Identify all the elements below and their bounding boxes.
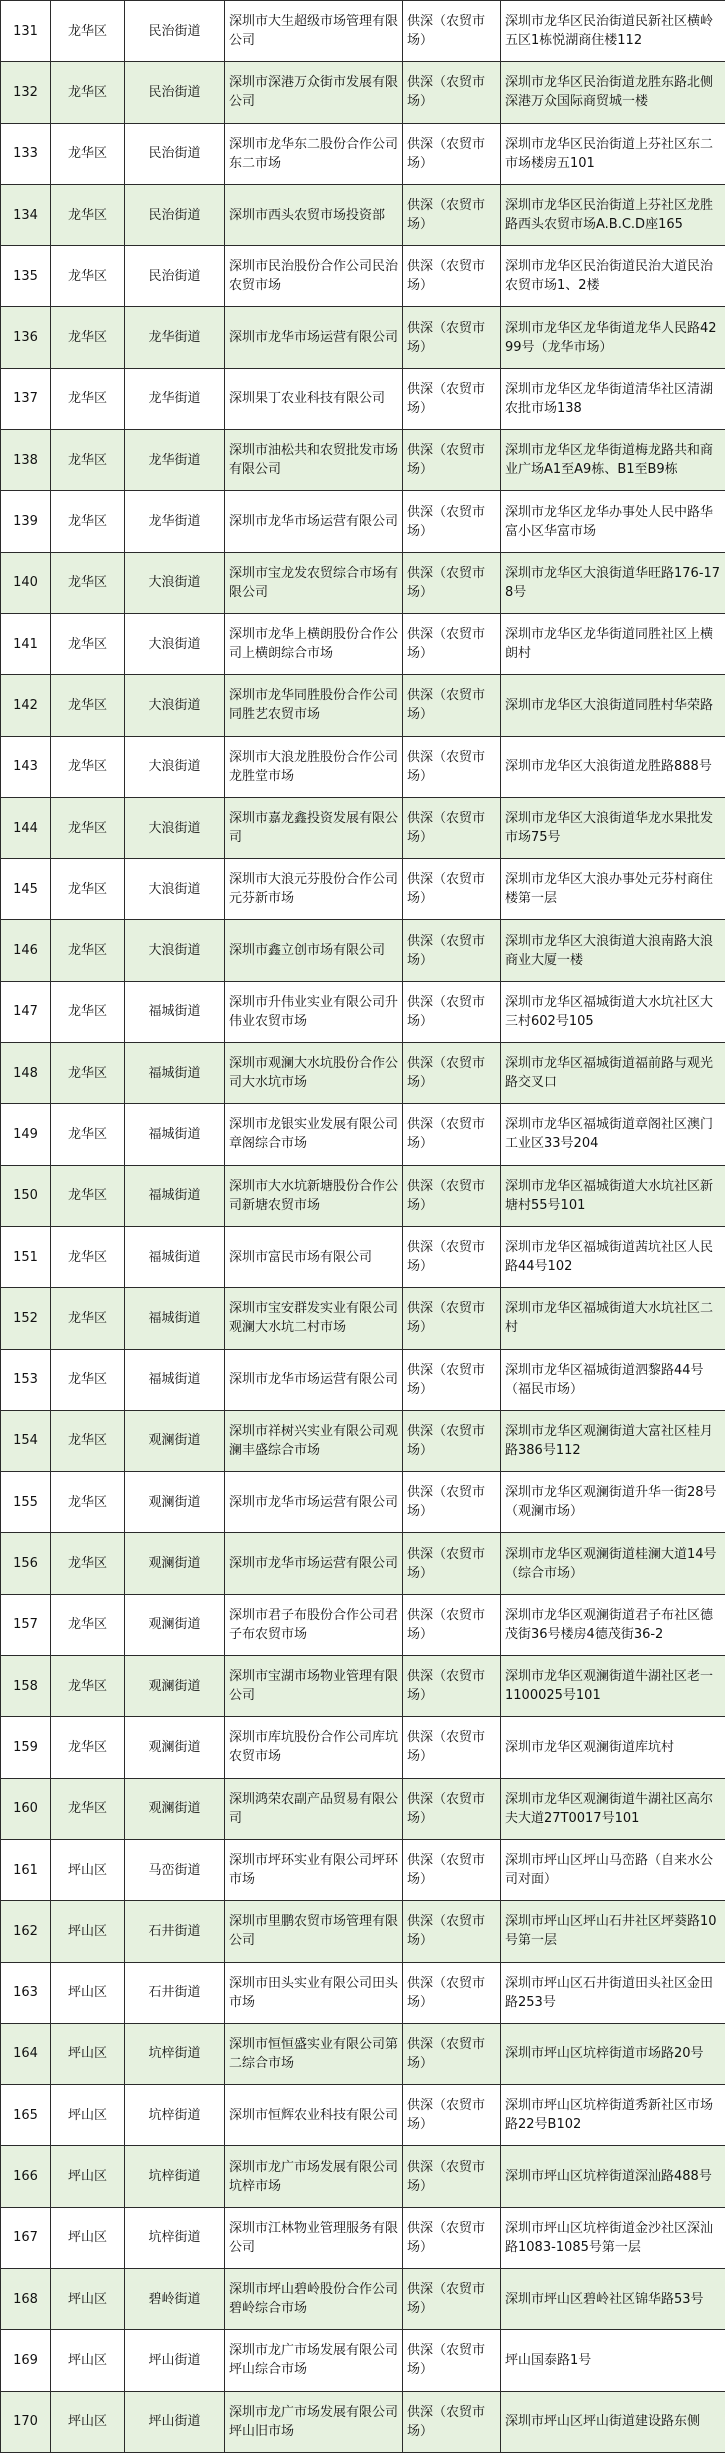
district-cell: 坪山区 — [51, 2023, 125, 2084]
supply-type-cell: 供深（农贸市场） — [403, 736, 501, 797]
street-cell: 民治街道 — [125, 184, 225, 245]
table-row — [1, 1533, 725, 1594]
table-row — [1, 2268, 725, 2329]
district-cell: 龙华区 — [51, 430, 125, 491]
address-cell: 深圳市龙华区龙华街道龙华人民路4299号（龙华市场） — [501, 307, 725, 368]
row-number: 131 — [1, 1, 51, 62]
street-cell: 观澜街道 — [125, 1533, 225, 1594]
table-row — [1, 1472, 725, 1533]
company-cell: 深圳市鑫立创市场有限公司 — [225, 920, 403, 981]
company-cell: 深圳市深港万众街市发展有限公司 — [225, 62, 403, 123]
company-cell: 深圳市田头实业有限公司田头市场 — [225, 1962, 403, 2023]
district-cell: 龙华区 — [51, 675, 125, 736]
table-row — [1, 491, 725, 552]
address-cell: 深圳市龙华区观澜街道库坑村 — [501, 1717, 725, 1778]
supply-type-cell: 供深（农贸市场） — [403, 920, 501, 981]
row-number: 151 — [1, 1226, 51, 1287]
district-cell: 龙华区 — [51, 736, 125, 797]
street-cell: 龙华街道 — [125, 368, 225, 429]
row-number: 134 — [1, 184, 51, 245]
district-cell: 坪山区 — [51, 2268, 125, 2329]
table-body — [1, 1, 725, 2453]
supply-type-cell: 供深（农贸市场） — [403, 2146, 501, 2207]
street-cell: 观澜街道 — [125, 1717, 225, 1778]
row-number: 140 — [1, 552, 51, 613]
street-cell: 福城街道 — [125, 981, 225, 1042]
company-cell: 深圳市龙广市场发展有限公司坑梓市场 — [225, 2146, 403, 2207]
address-cell: 深圳市龙华区龙华街道同胜社区上横朗村 — [501, 613, 725, 674]
street-cell: 观澜街道 — [125, 1656, 225, 1717]
address-cell: 深圳市龙华区大浪街道华旺路176-178号 — [501, 552, 725, 613]
company-cell: 深圳市龙广市场发展有限公司坪山综合市场 — [225, 2330, 403, 2391]
street-cell: 坑梓街道 — [125, 2146, 225, 2207]
address-cell: 深圳市龙华区福城街道福前路与观光路交叉口 — [501, 1043, 725, 1104]
supply-type-cell: 供深（农贸市场） — [403, 1962, 501, 2023]
table-row — [1, 736, 725, 797]
row-number: 147 — [1, 981, 51, 1042]
supply-type-cell: 供深（农贸市场） — [403, 1533, 501, 1594]
company-cell: 深圳市龙银实业发展有限公司章阁综合市场 — [225, 1104, 403, 1165]
table-row — [1, 2207, 725, 2268]
supply-type-cell: 供深（农贸市场） — [403, 2391, 501, 2452]
street-cell: 福城街道 — [125, 1043, 225, 1104]
company-cell: 深圳市坪山碧岭股份合作公司碧岭综合市场 — [225, 2268, 403, 2329]
supply-type-cell: 供深（农贸市场） — [403, 307, 501, 368]
supply-type-cell: 供深（农贸市场） — [403, 491, 501, 552]
row-number: 138 — [1, 430, 51, 491]
district-cell: 龙华区 — [51, 1043, 125, 1104]
supply-type-cell: 供深（农贸市场） — [403, 2268, 501, 2329]
company-cell: 深圳市君子布股份合作公司君子布农贸市场 — [225, 1594, 403, 1655]
street-cell: 民治街道 — [125, 246, 225, 307]
district-cell: 坪山区 — [51, 2085, 125, 2146]
district-cell: 龙华区 — [51, 1410, 125, 1471]
supply-type-cell: 供深（农贸市场） — [403, 1226, 501, 1287]
street-cell: 坑梓街道 — [125, 2085, 225, 2146]
supply-type-cell: 供深（农贸市场） — [403, 1104, 501, 1165]
supply-type-cell: 供深（农贸市场） — [403, 2330, 501, 2391]
table-row — [1, 1901, 725, 1962]
row-number: 168 — [1, 2268, 51, 2329]
address-cell: 深圳市龙华区大浪街道同胜村华荣路 — [501, 675, 725, 736]
company-cell: 深圳市龙华市场运营有限公司 — [225, 307, 403, 368]
table-row — [1, 552, 725, 613]
address-cell: 深圳市龙华区龙华街道清华社区清湖农批市场138 — [501, 368, 725, 429]
street-cell: 龙华街道 — [125, 491, 225, 552]
street-cell: 民治街道 — [125, 62, 225, 123]
row-number: 141 — [1, 613, 51, 674]
street-cell: 观澜街道 — [125, 1594, 225, 1655]
district-cell: 龙华区 — [51, 859, 125, 920]
district-cell: 坪山区 — [51, 1839, 125, 1900]
company-cell: 深圳市观澜大水坑股份合作公司大水坑市场 — [225, 1043, 403, 1104]
supply-type-cell: 供深（农贸市场） — [403, 1165, 501, 1226]
table-row — [1, 1104, 725, 1165]
address-cell: 深圳市龙华区观澜街道桂澜大道14号（综合市场） — [501, 1533, 725, 1594]
company-cell: 深圳市龙华市场运营有限公司 — [225, 1472, 403, 1533]
street-cell: 坑梓街道 — [125, 2023, 225, 2084]
supply-type-cell: 供深（农贸市场） — [403, 613, 501, 674]
street-cell: 观澜街道 — [125, 1472, 225, 1533]
row-number: 162 — [1, 1901, 51, 1962]
company-cell: 深圳市富民市场有限公司 — [225, 1226, 403, 1287]
supply-type-cell: 供深（农贸市场） — [403, 981, 501, 1042]
table-row — [1, 1043, 725, 1104]
company-cell: 深圳市龙华同胜股份合作公司同胜艺农贸市场 — [225, 675, 403, 736]
supply-type-cell: 供深（农贸市场） — [403, 2023, 501, 2084]
company-cell: 深圳市大浪龙胜股份合作公司龙胜堂市场 — [225, 736, 403, 797]
district-cell: 龙华区 — [51, 1656, 125, 1717]
row-number: 133 — [1, 123, 51, 184]
address-cell: 深圳市坪山区坑梓街道深汕路488号 — [501, 2146, 725, 2207]
street-cell: 坪山街道 — [125, 2330, 225, 2391]
row-number: 170 — [1, 2391, 51, 2452]
company-cell: 深圳市江林物业管理服务有限公司 — [225, 2207, 403, 2268]
company-cell: 深圳果丁农业科技有限公司 — [225, 368, 403, 429]
company-cell: 深圳市宝龙发农贸综合市场有限公司 — [225, 552, 403, 613]
address-cell: 深圳市坪山区坑梓街道金沙社区深汕路1083-1085号第一层 — [501, 2207, 725, 2268]
row-number: 149 — [1, 1104, 51, 1165]
table-row — [1, 1962, 725, 2023]
table-row — [1, 1717, 725, 1778]
company-cell: 深圳市民治股份合作公司民治农贸市场 — [225, 246, 403, 307]
district-cell: 龙华区 — [51, 1717, 125, 1778]
street-cell: 福城街道 — [125, 1165, 225, 1226]
address-cell: 深圳市坪山区坪山马峦路（自来水公司对面） — [501, 1839, 725, 1900]
district-cell: 坪山区 — [51, 2207, 125, 2268]
table-row — [1, 2023, 725, 2084]
row-number: 146 — [1, 920, 51, 981]
company-cell: 深圳市龙华东二股份合作公司东二市场 — [225, 123, 403, 184]
table-row — [1, 920, 725, 981]
address-cell: 深圳市龙华区民治街道民治大道民治农贸市场1、2楼 — [501, 246, 725, 307]
address-cell: 深圳市龙华区民治街道上芬社区龙胜路西头农贸市场A.B.C.D座165 — [501, 184, 725, 245]
supply-type-cell: 供深（农贸市场） — [403, 368, 501, 429]
table-row — [1, 1594, 725, 1655]
row-number: 157 — [1, 1594, 51, 1655]
street-cell: 观澜街道 — [125, 1778, 225, 1839]
row-number: 169 — [1, 2330, 51, 2391]
district-cell: 坪山区 — [51, 2391, 125, 2452]
supply-type-cell: 供深（农贸市场） — [403, 1901, 501, 1962]
district-cell: 坪山区 — [51, 2330, 125, 2391]
address-cell: 坪山国泰路1号 — [501, 2330, 725, 2391]
table-row — [1, 2085, 725, 2146]
row-number: 139 — [1, 491, 51, 552]
street-cell: 大浪街道 — [125, 859, 225, 920]
district-cell: 坪山区 — [51, 1962, 125, 2023]
street-cell: 福城街道 — [125, 1104, 225, 1165]
address-cell: 深圳市龙华区福城街道泗黎路44号（福民市场） — [501, 1349, 725, 1410]
address-cell: 深圳市龙华区观澜街道升华一街28号（观澜市场） — [501, 1472, 725, 1533]
company-cell: 深圳市坪环实业有限公司坪环市场 — [225, 1839, 403, 1900]
address-cell: 深圳市龙华区民治街道上芬社区东二市场楼房五101 — [501, 123, 725, 184]
street-cell: 大浪街道 — [125, 736, 225, 797]
address-cell: 深圳市龙华区观澜街道君子布社区德茂街36号楼房4德茂街36-2 — [501, 1594, 725, 1655]
supply-type-cell: 供深（农贸市场） — [403, 184, 501, 245]
table-row — [1, 62, 725, 123]
row-number: 132 — [1, 62, 51, 123]
address-cell: 深圳市龙华区龙华街道梅龙路共和商业广场A1至A9栋、B1至B9栋 — [501, 430, 725, 491]
company-cell: 深圳鸿荣农副产品贸易有限公司 — [225, 1778, 403, 1839]
supply-type-cell: 供深（农贸市场） — [403, 1472, 501, 1533]
table-row — [1, 123, 725, 184]
district-cell: 龙华区 — [51, 184, 125, 245]
supply-type-cell: 供深（农贸市场） — [403, 1, 501, 62]
address-cell: 深圳市坪山区碧岭社区锦华路53号 — [501, 2268, 725, 2329]
row-number: 143 — [1, 736, 51, 797]
row-number: 152 — [1, 1288, 51, 1349]
company-cell: 深圳市祥树兴实业有限公司观澜丰盛综合市场 — [225, 1410, 403, 1471]
row-number: 154 — [1, 1410, 51, 1471]
supply-type-cell: 供深（农贸市场） — [403, 675, 501, 736]
row-number: 161 — [1, 1839, 51, 1900]
address-cell: 深圳市龙华区观澜街道大富社区桂月路386号112 — [501, 1410, 725, 1471]
supply-type-cell: 供深（农贸市场） — [403, 1410, 501, 1471]
district-cell: 坪山区 — [51, 1901, 125, 1962]
district-cell: 龙华区 — [51, 491, 125, 552]
street-cell: 大浪街道 — [125, 675, 225, 736]
district-cell: 龙华区 — [51, 797, 125, 858]
district-cell: 龙华区 — [51, 920, 125, 981]
district-cell: 龙华区 — [51, 246, 125, 307]
address-cell: 深圳市龙华区观澜街道牛湖社区老一1100025号101 — [501, 1656, 725, 1717]
company-cell: 深圳市宝安群发实业有限公司观澜大水坑二村市场 — [225, 1288, 403, 1349]
street-cell: 民治街道 — [125, 1, 225, 62]
row-number: 164 — [1, 2023, 51, 2084]
district-cell: 龙华区 — [51, 123, 125, 184]
street-cell: 观澜街道 — [125, 1410, 225, 1471]
table-row — [1, 1226, 725, 1287]
address-cell: 深圳市龙华区大浪办事处元芬村商住楼第一层 — [501, 859, 725, 920]
row-number: 137 — [1, 368, 51, 429]
row-number: 150 — [1, 1165, 51, 1226]
address-cell: 深圳市龙华区福城街道章阁社区澳门工业区33号204 — [501, 1104, 725, 1165]
table-row — [1, 2391, 725, 2452]
supply-type-cell: 供深（农贸市场） — [403, 246, 501, 307]
district-cell: 龙华区 — [51, 613, 125, 674]
company-cell: 深圳市宝湖市场物业管理有限公司 — [225, 1656, 403, 1717]
supply-type-cell: 供深（农贸市场） — [403, 1778, 501, 1839]
street-cell: 大浪街道 — [125, 552, 225, 613]
address-cell: 深圳市坪山区坑梓街道秀新社区市场路22号B102 — [501, 2085, 725, 2146]
row-number: 156 — [1, 1533, 51, 1594]
table-row — [1, 613, 725, 674]
supply-type-cell: 供深（农贸市场） — [403, 859, 501, 920]
supply-type-cell: 供深（农贸市场） — [403, 2085, 501, 2146]
supply-type-cell: 供深（农贸市场） — [403, 62, 501, 123]
company-cell: 深圳市大浪元芬股份合作公司元芬新市场 — [225, 859, 403, 920]
supply-type-cell: 供深（农贸市场） — [403, 552, 501, 613]
row-number: 153 — [1, 1349, 51, 1410]
table-row — [1, 1839, 725, 1900]
row-number: 148 — [1, 1043, 51, 1104]
address-cell: 深圳市龙华区民治街道龙胜东路北侧深港万众国际商贸城一楼 — [501, 62, 725, 123]
address-cell: 深圳市龙华区福城街道大水坑社区新塘村55号101 — [501, 1165, 725, 1226]
district-cell: 龙华区 — [51, 1472, 125, 1533]
district-cell: 龙华区 — [51, 552, 125, 613]
company-cell: 深圳市库坑股份合作公司库坑农贸市场 — [225, 1717, 403, 1778]
address-cell: 深圳市坪山区坪山石井社区坪葵路10号第一层 — [501, 1901, 725, 1962]
district-cell: 龙华区 — [51, 307, 125, 368]
supply-type-cell: 供深（农贸市场） — [403, 2207, 501, 2268]
address-cell: 深圳市坪山区坑梓街道市场路20号 — [501, 2023, 725, 2084]
district-cell: 龙华区 — [51, 62, 125, 123]
table-row — [1, 2146, 725, 2207]
table-row — [1, 797, 725, 858]
table-row — [1, 1778, 725, 1839]
district-cell: 龙华区 — [51, 1165, 125, 1226]
company-cell: 深圳市龙华市场运营有限公司 — [225, 1533, 403, 1594]
row-number: 144 — [1, 797, 51, 858]
row-number: 158 — [1, 1656, 51, 1717]
street-cell: 民治街道 — [125, 123, 225, 184]
table-row — [1, 430, 725, 491]
supply-type-cell: 供深（农贸市场） — [403, 1717, 501, 1778]
address-cell: 深圳市龙华区大浪街道大浪南路大浪商业大厦一楼 — [501, 920, 725, 981]
row-number: 165 — [1, 2085, 51, 2146]
table-row — [1, 1165, 725, 1226]
table-row — [1, 307, 725, 368]
address-cell: 深圳市坪山区坪山街道建设路东侧 — [501, 2391, 725, 2452]
row-number: 167 — [1, 2207, 51, 2268]
district-cell: 龙华区 — [51, 1226, 125, 1287]
street-cell: 碧岭街道 — [125, 2268, 225, 2329]
supply-type-cell: 供深（农贸市场） — [403, 1656, 501, 1717]
supply-type-cell: 供深（农贸市场） — [403, 1349, 501, 1410]
supply-type-cell: 供深（农贸市场） — [403, 1594, 501, 1655]
table-row — [1, 246, 725, 307]
table-row — [1, 2330, 725, 2391]
table-row — [1, 859, 725, 920]
table-row — [1, 1656, 725, 1717]
street-cell: 福城街道 — [125, 1226, 225, 1287]
street-cell: 石井街道 — [125, 1901, 225, 1962]
district-cell: 龙华区 — [51, 1533, 125, 1594]
street-cell: 龙华街道 — [125, 430, 225, 491]
street-cell: 石井街道 — [125, 1962, 225, 2023]
table-row — [1, 368, 725, 429]
street-cell: 福城街道 — [125, 1288, 225, 1349]
row-number: 136 — [1, 307, 51, 368]
company-cell: 深圳市大水坑新塘股份合作公司新塘农贸市场 — [225, 1165, 403, 1226]
row-number: 166 — [1, 2146, 51, 2207]
address-cell: 深圳市龙华区福城街道茜坑社区人民路44号102 — [501, 1226, 725, 1287]
district-cell: 龙华区 — [51, 1104, 125, 1165]
address-cell: 深圳市坪山区石井街道田头社区金田路253号 — [501, 1962, 725, 2023]
address-cell: 深圳市龙华区福城街道大水坑社区二村 — [501, 1288, 725, 1349]
table-row — [1, 1349, 725, 1410]
row-number: 142 — [1, 675, 51, 736]
company-cell: 深圳市龙华市场运营有限公司 — [225, 1349, 403, 1410]
row-number: 163 — [1, 1962, 51, 2023]
street-cell: 龙华街道 — [125, 307, 225, 368]
address-cell: 深圳市龙华区大浪街道龙胜路888号 — [501, 736, 725, 797]
row-number: 160 — [1, 1778, 51, 1839]
address-cell: 深圳市龙华区大浪街道华龙水果批发市场75号 — [501, 797, 725, 858]
row-number: 145 — [1, 859, 51, 920]
address-cell: 深圳市龙华区福城街道大水坑社区大三村602号105 — [501, 981, 725, 1042]
table-row — [1, 184, 725, 245]
district-cell: 龙华区 — [51, 981, 125, 1042]
supply-type-cell: 供深（农贸市场） — [403, 1839, 501, 1900]
address-cell: 深圳市龙华区观澜街道牛湖社区高尔夫大道27T0017号101 — [501, 1778, 725, 1839]
company-cell: 深圳市龙广市场发展有限公司坪山旧市场 — [225, 2391, 403, 2452]
supply-type-cell: 供深（农贸市场） — [403, 1043, 501, 1104]
supply-type-cell: 供深（农贸市场） — [403, 797, 501, 858]
address-cell: 深圳市龙华区民治街道民新社区横岭五区1栋悦湖商住楼112 — [501, 1, 725, 62]
district-cell: 龙华区 — [51, 1288, 125, 1349]
row-number: 159 — [1, 1717, 51, 1778]
company-cell: 深圳市升伟业实业有限公司升伟业农贸市场 — [225, 981, 403, 1042]
district-cell: 龙华区 — [51, 1594, 125, 1655]
company-cell: 深圳市恒辉农业科技有限公司 — [225, 2085, 403, 2146]
row-number: 155 — [1, 1472, 51, 1533]
street-cell: 大浪街道 — [125, 797, 225, 858]
district-cell: 龙华区 — [51, 368, 125, 429]
supply-type-cell: 供深（农贸市场） — [403, 430, 501, 491]
street-cell: 大浪街道 — [125, 613, 225, 674]
company-cell: 深圳市西头农贸市场投资部 — [225, 184, 403, 245]
company-cell: 深圳市龙华市场运营有限公司 — [225, 491, 403, 552]
street-cell: 坪山街道 — [125, 2391, 225, 2452]
table-row — [1, 981, 725, 1042]
street-cell: 大浪街道 — [125, 920, 225, 981]
row-number: 135 — [1, 246, 51, 307]
company-cell: 深圳市龙华上横朗股份合作公司上横朗综合市场 — [225, 613, 403, 674]
company-cell: 深圳市里鹏农贸市场管理有限公司 — [225, 1901, 403, 1962]
company-cell: 深圳市大生超级市场管理有限公司 — [225, 1, 403, 62]
table-row — [1, 675, 725, 736]
address-cell: 深圳市龙华区龙华办事处人民中路华富小区华富市场 — [501, 491, 725, 552]
company-cell: 深圳市嘉龙鑫投资发展有限公司 — [225, 797, 403, 858]
company-cell: 深圳市油松共和农贸批发市场有限公司 — [225, 430, 403, 491]
street-cell: 坑梓街道 — [125, 2207, 225, 2268]
district-cell: 坪山区 — [51, 2146, 125, 2207]
table-row — [1, 1288, 725, 1349]
supply-type-cell: 供深（农贸市场） — [403, 123, 501, 184]
supply-type-cell: 供深（农贸市场） — [403, 1288, 501, 1349]
table-row — [1, 1, 725, 62]
table-row — [1, 1410, 725, 1471]
company-cell: 深圳市恒恒盛实业有限公司第二综合市场 — [225, 2023, 403, 2084]
district-cell: 龙华区 — [51, 1, 125, 62]
street-cell: 马峦街道 — [125, 1839, 225, 1900]
district-cell: 龙华区 — [51, 1349, 125, 1410]
district-cell: 龙华区 — [51, 1778, 125, 1839]
street-cell: 福城街道 — [125, 1349, 225, 1410]
